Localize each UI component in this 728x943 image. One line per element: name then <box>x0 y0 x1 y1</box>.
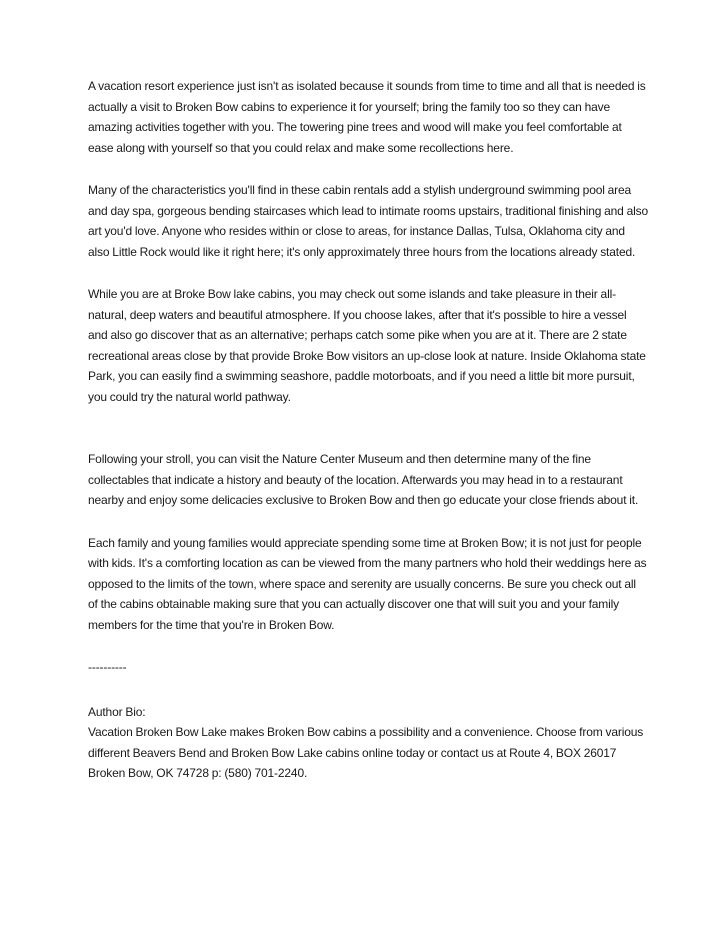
separator-line: ---------- <box>88 660 127 674</box>
paragraph-lake: While you are at Broke Bow lake cabins, you may check out some islands and take pleasure in their all-natural, deep waters and beautiful atmosphere. If you choose lakes, after that it's possible to hire a vessel and also go discover that as an alternative; perhaps catch some pike when you are at it. There are 2 state recreational areas close by that provide Broke Bow visitors an up-close look at nature. Inside Oklahoma state Park, you can easily find a swimming seashore, paddle motorboats, and if you need a little bit more pursuit, you could try the natural world pathway. <box>88 287 646 404</box>
author-bio-heading: Author Bio: <box>88 704 146 719</box>
paragraph-families: Each family and young families would appreciate spending some time at Broken Bow; it is not just for people with kids. It's a comforting location as can be viewed from the many partners who hold their weddings here as opposed to the limits of the town, where space and serenity are usually concerns. Be sure you check out all of the cabins obtainable making sure that you can actually discover one that will suit you and your family members for the time that you're in Broken Bow. <box>88 535 647 632</box>
paragraph-features: Many of the characteristics you'll find in these cabin rentals add a stylish underground swimming pool area and day spa, gorgeous bending staircases which lead to intimate rooms upstairs, traditional finishing and also art you'd love. Anyone who resides within or close to areas, for instance Dallas, Tulsa, Oklahoma city and also Little Rock would like it right here; it's only approximately three hours from the locations already stated. <box>88 183 649 259</box>
paragraph-museum: Following your stroll, you can visit the Nature Center Museum and then determine many of the fine collectables that indicate a history and beauty of the location. Afterwards you may head in to a restaurant nearby and enjoy some delicacies exclusive to Broken Bow and then go educate your close friends about it. <box>88 452 639 507</box>
document-page <box>88 76 648 784</box>
paragraph-intro: A vacation resort experience just isn't as isolated because it sounds from time to time and all that is needed is actually a visit to Broken Bow cabins to experience it for yourself; bring the family too so they can have amazing activities together with you. The towering pine trees and wood will make you feel comfortable at ease along with yourself so that you could relax and make some recollections here. <box>88 79 646 155</box>
author-bio-text: Vacation Broken Bow Lake makes Broken Bow cabins a possibility and a convenience. Choose from various different Beavers Bend and Broken Bow Lake cabins online today or contact us at Route 4, BOX 26017 Broken Bow, OK 74728 p: (580) 701-2240. <box>88 725 644 780</box>
